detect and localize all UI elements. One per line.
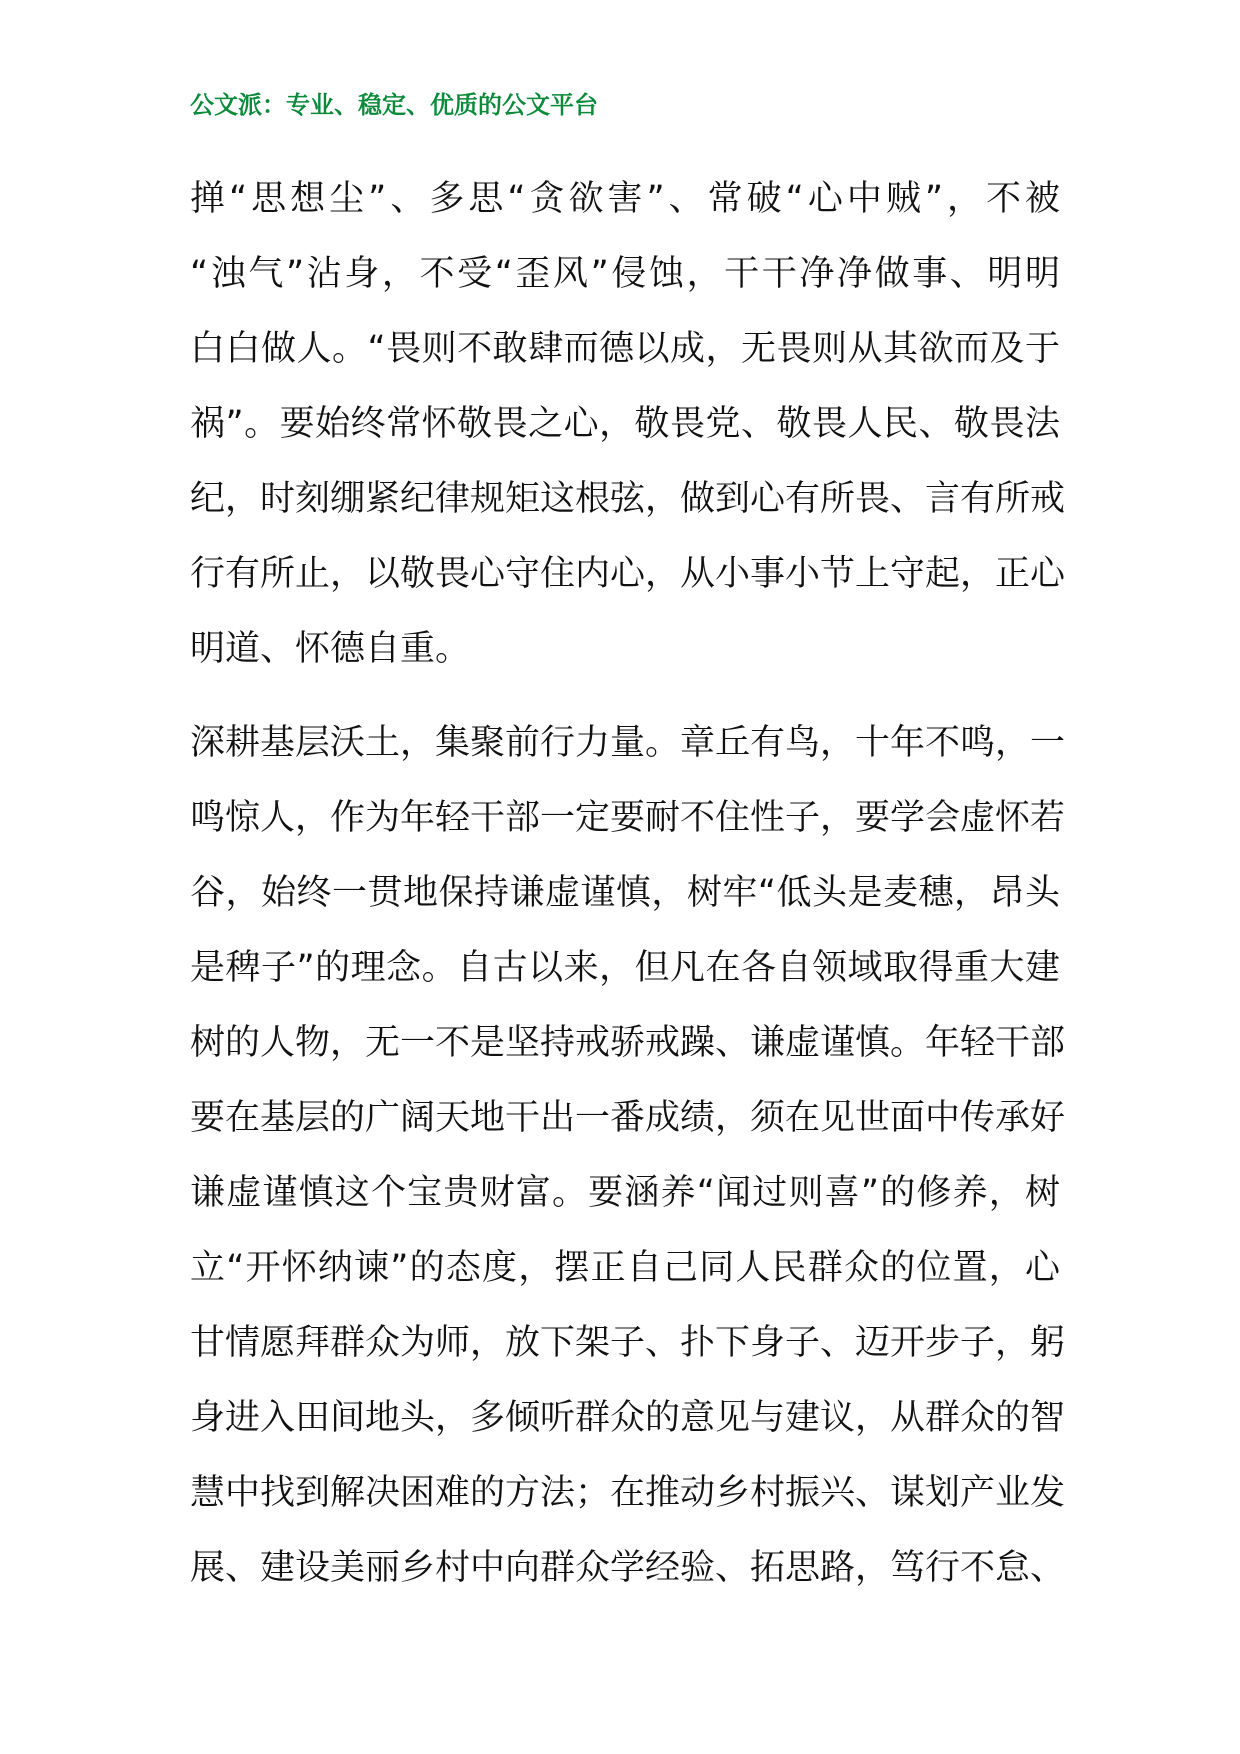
text-line: “浊气”沾身，不受“歪风”侵蚀，干干净净做事、明明	[190, 254, 1060, 294]
text-line: 身进入田间地头，多倾听群众的意见与建议，从群众的智	[190, 1398, 1066, 1438]
paragraph-1	[190, 162, 1066, 687]
paragraph-2	[190, 706, 1066, 1606]
text-line: 白白做人。“畏则不敢肆而德以成，无畏则从其欲而及于	[190, 329, 1060, 369]
text-line: 鸣惊人，作为年轻干部一定要耐不住性子，要学会虚怀若	[190, 798, 1066, 838]
text-line: 是稗子”的理念。自古以来，但凡在各自领域取得重大建	[190, 948, 1060, 988]
header-title: 公文派：专业、稳定、优质的公文平台	[190, 91, 598, 119]
text-line: 立“开怀纳谏”的态度，摆正自己同人民群众的位置，心	[190, 1248, 1060, 1288]
text-line: 慧中找到解决困难的方法；在推动乡村振兴、谋划产业发	[190, 1473, 1066, 1513]
text-line: 行有所止，以敬畏心守住内心，从小事小节上守起，正心	[190, 554, 1066, 594]
text-line: 明道、怀德自重。	[190, 629, 471, 669]
text-line: 甘情愿拜群众为师，放下架子、扑下身子、迈开步子，躬	[190, 1323, 1066, 1363]
text-line: 树的人物，无一不是坚持戒骄戒躁、谦虚谨慎。年轻干部	[190, 1023, 1066, 1063]
text-line: 纪，时刻绷紧纪律规矩这根弦，做到心有所畏、言有所戒	[190, 479, 1066, 519]
text-line: 展、建设美丽乡村中向群众学经验、拓思路，笃行不怠、	[190, 1548, 1066, 1588]
text-line: 谦虚谨慎这个宝贵财富。要涵养“闻过则喜”的修养，树	[190, 1173, 1060, 1213]
text-line: 祸”。要始终常怀敬畏之心，敬畏党、敬畏人民、敬畏法	[190, 404, 1060, 444]
text-line: 掸“思想尘”、多思“贪欲害”、常破“心中贼”，不被	[190, 179, 1060, 219]
text-line: 要在基层的广阔天地干出一番成绩，须在见世面中传承好	[190, 1098, 1066, 1138]
text-line: 深耕基层沃土，集聚前行力量。章丘有鸟，十年不鸣，一	[190, 723, 1066, 763]
text-line: 谷，始终一贯地保持谦虚谨慎，树牢“低头是麦穗，昂头	[190, 873, 1060, 913]
